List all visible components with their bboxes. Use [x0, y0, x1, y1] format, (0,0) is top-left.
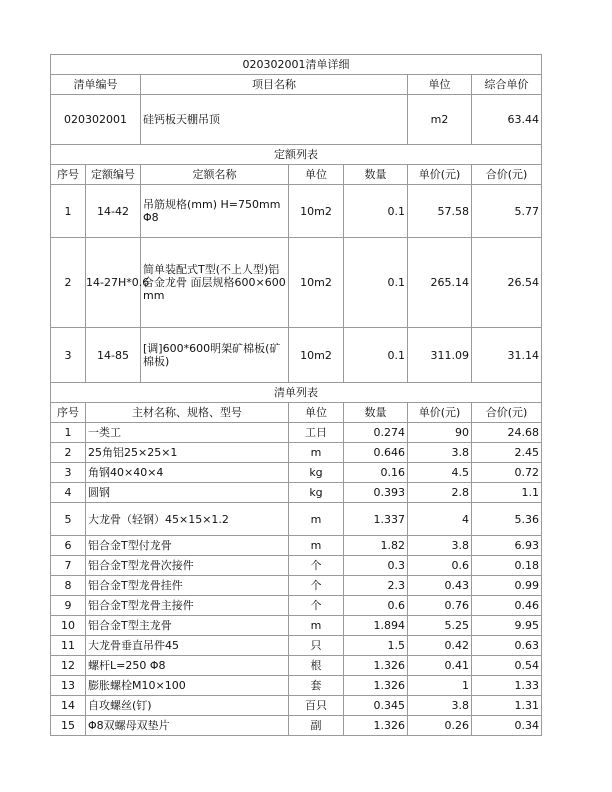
quota-code-header: 定额编号	[86, 165, 141, 185]
quota-total-header: 合价(元)	[472, 165, 542, 185]
material-name: Φ8双螺母双垫片	[86, 716, 289, 736]
material-seq: 15	[51, 716, 86, 736]
quota-total: 26.54	[472, 238, 542, 328]
material-unit-header: 单位	[289, 403, 344, 423]
material-total: 0.99	[472, 576, 542, 596]
quota-name: 吊筋规格(mm) H=750mm Φ8	[141, 185, 289, 238]
quota-code: 14-42	[86, 185, 141, 238]
quota-qty-header: 数量	[344, 165, 408, 185]
material-total-header: 合价(元)	[472, 403, 542, 423]
material-name: 铝合金T型付龙骨	[86, 536, 289, 556]
material-qty-header: 数量	[344, 403, 408, 423]
material-seq: 3	[51, 463, 86, 483]
material-unit: 套	[289, 676, 344, 696]
quota-row	[51, 328, 542, 383]
quota-qty: 0.1	[344, 328, 408, 383]
material-name: 铝合金T型龙骨挂件	[86, 576, 289, 596]
material-seq: 1	[51, 423, 86, 443]
quota-section-title: 定额列表	[51, 145, 542, 165]
material-unit: 个	[289, 596, 344, 616]
material-total: 6.93	[472, 536, 542, 556]
material-seq-header: 序号	[51, 403, 86, 423]
bill-name-header: 项目名称	[141, 75, 408, 95]
material-unit: kg	[289, 463, 344, 483]
material-unit: 副	[289, 716, 344, 736]
bill-code: 020302001	[51, 95, 141, 145]
material-row	[51, 676, 542, 696]
quota-unit-header: 单位	[289, 165, 344, 185]
material-seq: 2	[51, 443, 86, 463]
table-title: 020302001清单详细	[51, 55, 542, 75]
material-qty: 1.326	[344, 676, 408, 696]
material-seq: 11	[51, 636, 86, 656]
quota-total: 31.14	[472, 328, 542, 383]
material-total: 1.33	[472, 676, 542, 696]
material-unit: m	[289, 503, 344, 536]
material-price: 4	[408, 503, 472, 536]
material-price: 3.8	[408, 696, 472, 716]
quota-seq: 3	[51, 328, 86, 383]
bill-header-row	[51, 75, 542, 95]
material-row	[51, 536, 542, 556]
material-total: 0.46	[472, 596, 542, 616]
material-row	[51, 576, 542, 596]
bill-code-header: 清单编号	[51, 75, 141, 95]
material-row	[51, 423, 542, 443]
material-qty: 0.3	[344, 556, 408, 576]
material-total: 2.45	[472, 443, 542, 463]
material-seq: 10	[51, 616, 86, 636]
material-name: 铝合金T型龙骨主接件	[86, 596, 289, 616]
quota-price: 57.58	[408, 185, 472, 238]
material-price: 0.76	[408, 596, 472, 616]
material-unit: m	[289, 616, 344, 636]
material-unit: 只	[289, 636, 344, 656]
material-row	[51, 636, 542, 656]
material-row	[51, 443, 542, 463]
title-row	[51, 55, 542, 75]
material-price: 0.43	[408, 576, 472, 596]
material-price: 90	[408, 423, 472, 443]
material-price: 0.41	[408, 656, 472, 676]
material-qty: 0.274	[344, 423, 408, 443]
quota-seq: 2	[51, 238, 86, 328]
bill-unit: m2	[408, 95, 472, 145]
quota-name: 简单装配式T型(不上人型)铝合金龙骨 面层规格600×600mm	[141, 238, 289, 328]
material-row	[51, 716, 542, 736]
quota-qty: 0.1	[344, 238, 408, 328]
material-qty: 0.345	[344, 696, 408, 716]
material-name: 自攻螺丝(钉)	[86, 696, 289, 716]
material-total: 0.54	[472, 656, 542, 676]
material-qty: 2.3	[344, 576, 408, 596]
material-seq: 9	[51, 596, 86, 616]
material-seq: 13	[51, 676, 86, 696]
material-price: 0.6	[408, 556, 472, 576]
material-seq: 14	[51, 696, 86, 716]
material-section-row	[51, 383, 542, 403]
material-seq: 4	[51, 483, 86, 503]
material-qty: 0.6	[344, 596, 408, 616]
material-name: 铝合金T型龙骨次接件	[86, 556, 289, 576]
material-unit: kg	[289, 483, 344, 503]
material-total: 0.63	[472, 636, 542, 656]
material-total: 0.72	[472, 463, 542, 483]
material-qty: 1.337	[344, 503, 408, 536]
material-total: 24.68	[472, 423, 542, 443]
material-total: 9.95	[472, 616, 542, 636]
quota-section-row	[51, 145, 542, 165]
material-price-header: 单价(元)	[408, 403, 472, 423]
material-qty: 0.393	[344, 483, 408, 503]
material-total: 5.36	[472, 503, 542, 536]
quota-code: 14-85	[86, 328, 141, 383]
material-name: 铝合金T型主龙骨	[86, 616, 289, 636]
quota-unit: 10m2	[289, 185, 344, 238]
bill-price: 63.44	[472, 95, 542, 145]
quota-price: 311.09	[408, 328, 472, 383]
bill-row	[51, 95, 542, 145]
material-qty: 0.646	[344, 443, 408, 463]
material-qty: 1.894	[344, 616, 408, 636]
quota-row	[51, 238, 542, 328]
quota-total: 5.77	[472, 185, 542, 238]
material-name: 25角铝25×25×1	[86, 443, 289, 463]
material-unit: 个	[289, 556, 344, 576]
bill-detail-table	[50, 54, 542, 736]
material-qty: 1.82	[344, 536, 408, 556]
quota-qty: 0.1	[344, 185, 408, 238]
material-name: 角钢40×40×4	[86, 463, 289, 483]
material-row	[51, 483, 542, 503]
material-price: 0.26	[408, 716, 472, 736]
material-price: 2.8	[408, 483, 472, 503]
material-seq: 12	[51, 656, 86, 676]
material-price: 4.5	[408, 463, 472, 483]
material-qty: 0.16	[344, 463, 408, 483]
material-unit: m	[289, 536, 344, 556]
material-seq: 6	[51, 536, 86, 556]
material-name: 螺杆L=250 Φ8	[86, 656, 289, 676]
material-unit: 根	[289, 656, 344, 676]
material-seq: 5	[51, 503, 86, 536]
material-header-row	[51, 403, 542, 423]
material-name: 大龙骨垂直吊件45	[86, 636, 289, 656]
bill-unit-header: 单位	[408, 75, 472, 95]
material-row	[51, 616, 542, 636]
material-name: 膨胀螺栓M10×100	[86, 676, 289, 696]
material-row	[51, 503, 542, 536]
material-row	[51, 696, 542, 716]
bill-price-header: 综合单价	[472, 75, 542, 95]
material-total: 1.1	[472, 483, 542, 503]
material-total: 0.34	[472, 716, 542, 736]
quota-price: 265.14	[408, 238, 472, 328]
material-name: 圆钢	[86, 483, 289, 503]
material-unit: 工日	[289, 423, 344, 443]
material-total: 0.18	[472, 556, 542, 576]
quota-unit: 10m2	[289, 238, 344, 328]
quota-row	[51, 185, 542, 238]
material-section-title: 清单列表	[51, 383, 542, 403]
quota-name-header: 定额名称	[141, 165, 289, 185]
material-name: 一类工	[86, 423, 289, 443]
material-unit: 个	[289, 576, 344, 596]
material-row	[51, 556, 542, 576]
quota-price-header: 单价(元)	[408, 165, 472, 185]
material-name: 大龙骨（轻钢）45×15×1.2	[86, 503, 289, 536]
quota-unit: 10m2	[289, 328, 344, 383]
material-seq: 8	[51, 576, 86, 596]
material-total: 1.31	[472, 696, 542, 716]
quota-seq: 1	[51, 185, 86, 238]
material-price: 5.25	[408, 616, 472, 636]
material-price: 3.8	[408, 443, 472, 463]
material-seq: 7	[51, 556, 86, 576]
bill-name: 硅钙板天棚吊顶	[141, 95, 408, 145]
material-name-header: 主材名称、规格、型号	[86, 403, 289, 423]
material-qty: 1.326	[344, 656, 408, 676]
material-row	[51, 656, 542, 676]
quota-seq-header: 序号	[51, 165, 86, 185]
material-unit: m	[289, 443, 344, 463]
material-price: 1	[408, 676, 472, 696]
quota-code: 14-27H*0.6	[86, 238, 141, 328]
material-price: 0.42	[408, 636, 472, 656]
material-qty: 1.5	[344, 636, 408, 656]
quota-name: [调]600*600明架矿棉板(矿棉板)	[141, 328, 289, 383]
material-unit: 百只	[289, 696, 344, 716]
material-row	[51, 596, 542, 616]
material-price: 3.8	[408, 536, 472, 556]
quota-header-row	[51, 165, 542, 185]
material-qty: 1.326	[344, 716, 408, 736]
material-row	[51, 463, 542, 483]
